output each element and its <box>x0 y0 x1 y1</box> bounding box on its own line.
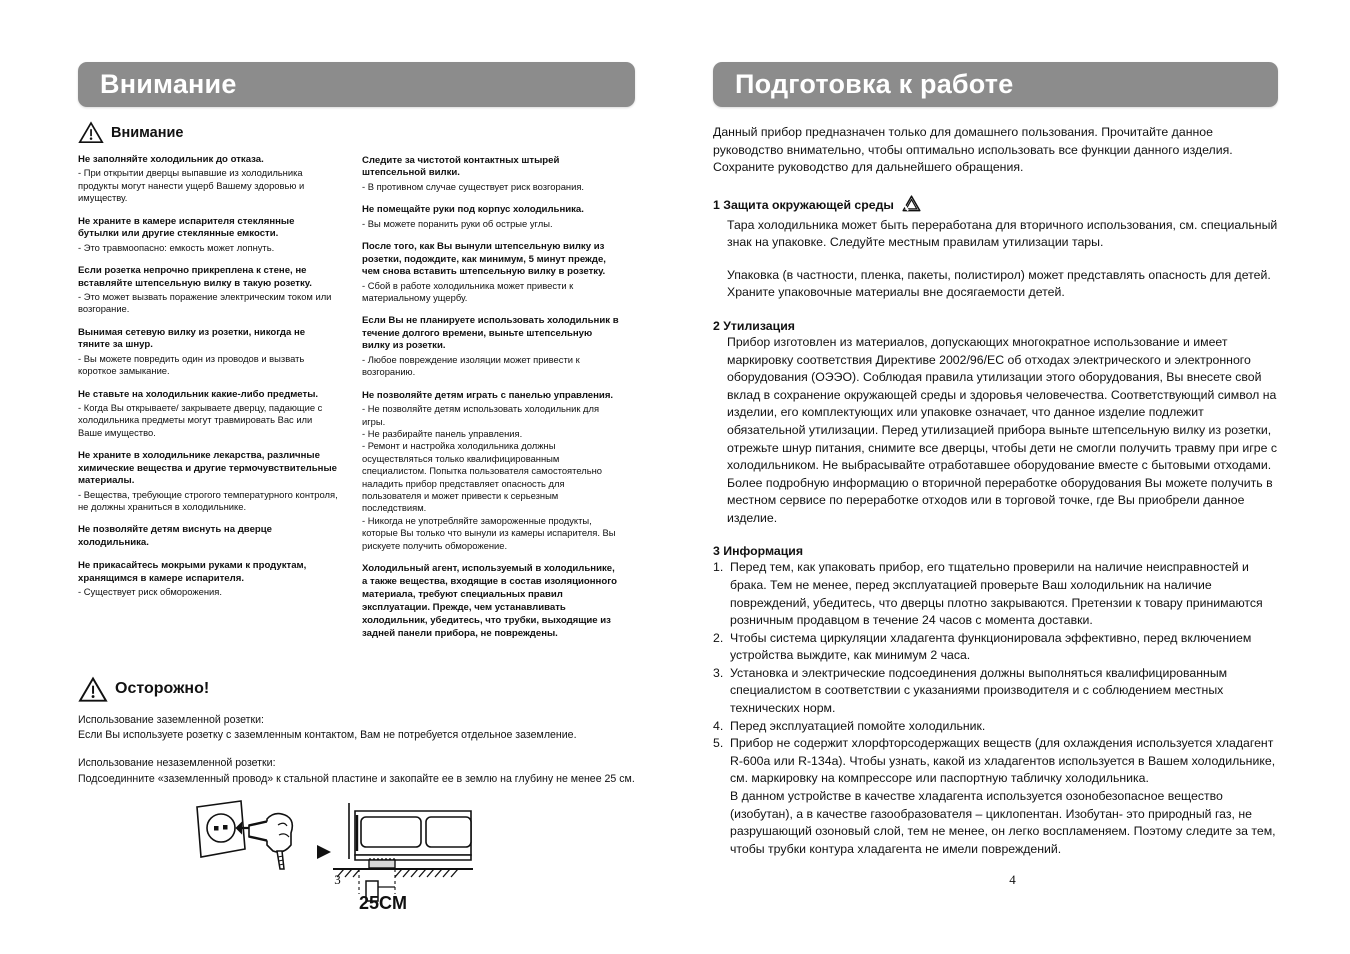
arrow-right-icon <box>317 845 331 859</box>
list-item <box>713 718 1278 736</box>
caution-heading <box>78 676 635 703</box>
caution-line-1: Использование заземленной розетки: <box>78 713 265 726</box>
caution-line-2: Если Вы используете розетку с заземленным контактом, Вам не потребуется отдельное заземление. <box>78 728 577 741</box>
warning-block-text: - Вы можете повредить один из проводов и вызвать короткое замыкание. <box>78 352 305 377</box>
warning-block-text: - В противном случае существует риск возгорания. <box>362 180 585 192</box>
warning-triangle-icon <box>78 676 108 703</box>
section-paragraph: Упаковка (в частности, пленка, пакеты, полистирол) может представлять опасность для детей. Храните упаковочные материалы вне досягаемости детей. <box>727 267 1271 300</box>
warning-block-text: - Не разбирайте панель управления. <box>362 427 523 439</box>
section-environment-body <box>713 217 1278 302</box>
page-number-right: 4 <box>1009 872 1016 887</box>
warning-block-text: - Не позволяйте детям использовать холодильник для игры. <box>362 403 600 427</box>
refrigerator-outline <box>349 803 471 860</box>
warning-block-title: Не позволяйте детям виснуть на дверце холодильника. <box>78 524 272 548</box>
warning-block-title: Не заполняйте холодильник до отказа. <box>78 154 264 165</box>
warning-block <box>362 315 622 378</box>
warning-block-text: - Вещества, требующие строгого температурного контроля, не должны храниться в холодильнике. <box>78 488 338 513</box>
list-item-text: Установка и электрические подсоединения должны выполняться квалифицированным специалистом в соответствии с указаниями производителя и с соблюдением местных технических норм. <box>730 665 1228 716</box>
warning-block-text: - Ремонт и настройка холодильника должны осуществляться только квалифицированным специалистом. Попытка пользователя самостоятельно наладить прибор представляет опасность для пользователя и может привести к серьезным последствиям. <box>362 440 602 514</box>
list-item <box>713 665 1278 718</box>
list-item-number: 2. <box>713 630 724 645</box>
section-disposal-body <box>713 334 1278 527</box>
section-environment <box>713 194 1278 302</box>
list-item-extra: В данном устройстве в качестве хладагента используется озонобезопасное вещество (изобутан), а в качестве газообразователя – циклопентан. Изобутан- это природный газ, не разрушающий озоновый слой, тем не менее, он легко воспламеняем. Поэтому следите за тем, чтобы трубки контура хладагента не имели повреждений. <box>730 788 1276 856</box>
caution-section <box>78 676 635 787</box>
warning-block <box>78 389 338 440</box>
list-item-text: Прибор не содержит хлорфторсодержащих веществ (для охлаждения используется хладагент R-600а или R-134а). Чтобы узнать, какой из хладагентов используется в Вашем холодильнике, см. маркировку на компрессоре или паспортную табличку холодильника. <box>730 736 1276 786</box>
warning-block <box>78 450 338 513</box>
warning-block-title: Не храните в камере испарителя стеклянные бутылки или другие стеклянные емкости. <box>78 215 295 240</box>
power-plug-icon <box>249 814 292 869</box>
warning-block-title: Не позволяйте детям играть с панелью управления. <box>362 389 614 401</box>
recycling-icon <box>901 194 922 216</box>
caution-line-3: Использование незаземленной розетки: <box>78 757 276 770</box>
list-item <box>713 559 1278 629</box>
warning-triangle-icon <box>78 121 104 144</box>
left-page-banner <box>78 62 635 107</box>
list-item-number: 5. <box>713 736 724 751</box>
warning-block <box>362 390 622 552</box>
warning-block-title: После того, как Вы вынули штепсельную вилку из розетки, подождите, как минимум, 5 минут прежде, чем снова вставить штепсельную вилку в розетку. <box>362 241 606 278</box>
intro-paragraph <box>713 124 1278 177</box>
warning-block <box>362 204 622 230</box>
list-item-text: Перед эксплуатацией помойте холодильник. <box>730 718 986 733</box>
right-banner-title: Подготовка к работе <box>735 69 1014 99</box>
warning-block-title: Следите за чистотой контактных штырей штепсельной вилки. <box>362 155 560 179</box>
warning-block <box>78 216 338 254</box>
section-information <box>713 544 1278 858</box>
left-column-b <box>362 154 622 642</box>
warning-heading-label: Внимание <box>111 124 184 141</box>
section-disposal <box>713 319 1278 527</box>
right-page-banner <box>713 62 1278 107</box>
warning-block <box>78 560 338 598</box>
warning-block-text: - Любое повреждение изоляции может привести к возгоранию. <box>362 353 580 378</box>
section-paragraph: Тара холодильника может быть переработана для вторичного использования, см. специальный знак на упаковке. Следуйте местным правилам утилизации тары. <box>727 217 1278 250</box>
warning-block-title: Не помещайте руки под корпус холодильника. <box>362 204 584 216</box>
section-environment-heading-label: 1 Защита окружающей среды <box>713 197 894 212</box>
warning-block <box>362 563 622 641</box>
warning-block-text: - Это может вызвать поражение электрическим током или возгорание. <box>78 290 332 315</box>
section-paragraph: Прибор изготовлен из материалов, допускающих многократное использование и имеет маркировку соответствия Директиве 2002/96/EC об отходах электрического и электронного оборудования (ОЭЭО). Соблюдая правила утилизации этого оборудования, Вы внесете свой вклад в сохранение окружающей среды и здоровья человечества. Соответствующий символ на изделии, его комплектующих или упаковке означает, что данное изделие подлежит обязательной утилизации. Перед утилизацией прибора выньте штепсельную вилку из розетки, отрежьте шнур питания, снимите все дверцы, чтобы дети не смогли получить травму при игре с холодильником. Не выбрасывайте отработавшее оборудование вместе с бытовыми отходами. Более подробную информацию о вторичной переработке оборудования Вы можете получить в местном сервисе по переработке отходов или в торговой точке, где Вы приобрели данное изделие. <box>727 335 1277 525</box>
list-item-number: 3. <box>713 665 724 680</box>
warning-block-text: - Существует риск обморожения. <box>78 586 222 598</box>
list-item-number: 1. <box>713 560 724 575</box>
warning-block-text: - Сбой в работе холодильника может привести к материальному ущербу. <box>362 279 574 304</box>
page-number-left: 3 <box>334 872 341 887</box>
caution-line-4: Подсоединните «заземленный провод» к стальной пластине и закопайте ее в землю на глубину не менее 25 см. <box>78 772 635 785</box>
warning-block <box>78 154 338 205</box>
list-item <box>713 735 1278 858</box>
warning-block-text: - Никогда не употребляйте замороженные продукты, которые Вы только что вынули из камеры испарителя. Вы рискуете получить обморожение. <box>362 514 616 551</box>
warning-block-title: Если Вы не планируете использовать холодильник в течение долгого времени, выньте штепсельную вилку из розетки. <box>362 315 619 352</box>
list-item-number: 4. <box>713 718 724 733</box>
left-banner-title: Внимание <box>100 69 237 99</box>
section-information-heading-label: 3 Информация <box>713 544 804 559</box>
list-item-text: Перед тем, как упаковать прибор, его тщательно проверили на наличие неисправностей и брака. Тем не менее, перед эксплуатацией проверьте Ваш холодильник на наличие повреждений, убедитесь, что дверцы плотно закрываются. Претензии к товару принимаются розничным продавцом в течение 24 часов с момента доставки. <box>730 560 1263 628</box>
warning-block <box>362 155 622 193</box>
warning-block <box>362 241 622 304</box>
warning-block-title: Холодильный агент, используемый в холодильнике, а также вещества, входящие в состав изоляционного материала, требуют специальных правил эксплуатации. Прежде, чем устанавливать холодильник, убедитесь, что трубки, выходящие из задней панели прибора, не повреждены. <box>362 563 617 639</box>
warning-block <box>78 524 338 549</box>
page-right <box>675 0 1350 954</box>
warning-block-text: - При открытии дверцы выпавшие из холодильника продукты могут нанести ущерб Вашему здоровью и имуществу. <box>78 167 305 204</box>
warning-block-title: Если розетка непрочно прикреплена к стене, не вставляйте штепсельную вилку в такую розетку. <box>78 265 312 289</box>
warning-block <box>78 327 338 378</box>
warning-heading <box>78 121 635 144</box>
warning-block-text: - Вы можете поранить руки об острые углы. <box>362 217 553 229</box>
left-page-columns <box>78 154 635 642</box>
warning-block-title: Не храните в холодильнике лекарства, различные химические вещества и другие термочувствительные материалы. <box>78 450 337 487</box>
section-environment-heading <box>713 194 1278 216</box>
list-item <box>713 630 1278 665</box>
section-information-heading <box>713 544 1278 558</box>
intro-text: Данный прибор предназначен только для домашнего пользования. Прочитайте данное руководство внимательно, чтобы оптимально использовать все функции данного изделия. Сохраните руководство для дальнейшего обращения. <box>713 125 1233 175</box>
warning-block <box>78 265 338 316</box>
caution-body <box>78 713 635 787</box>
section-disposal-heading <box>713 319 1278 333</box>
warning-block-text: - Это травмоопасно: емкость может лопнуть. <box>78 241 275 253</box>
left-column-a <box>78 154 338 642</box>
warning-block-text: - Когда Вы открываете/ закрываете дверцу, падающие с холодильника предметы могут травмировать Вас или Ваше имущество. <box>78 402 323 438</box>
information-list <box>713 559 1278 858</box>
grounding-diagram <box>183 797 635 917</box>
warning-block-title: Вынимая сетевую вилку из розетки, никогда не тяните за шнур. <box>78 326 306 351</box>
warning-block-title: Не ставьте на холодильник какие-либо предметы. <box>78 388 319 400</box>
warning-block-title: Не прикасайтесь мокрыми руками к продуктам, хранящимся в камере испарителя. <box>78 560 307 584</box>
caution-heading-label: Осторожно! <box>115 680 210 698</box>
section-disposal-heading-label: 2 Утилизация <box>713 319 795 334</box>
depth-label: 25CM <box>359 893 408 913</box>
list-item-text: Чтобы система циркуляции хладагента функционировала эффективно, перед включением устройства выждите, как минимум 2 часа. <box>730 630 1252 663</box>
